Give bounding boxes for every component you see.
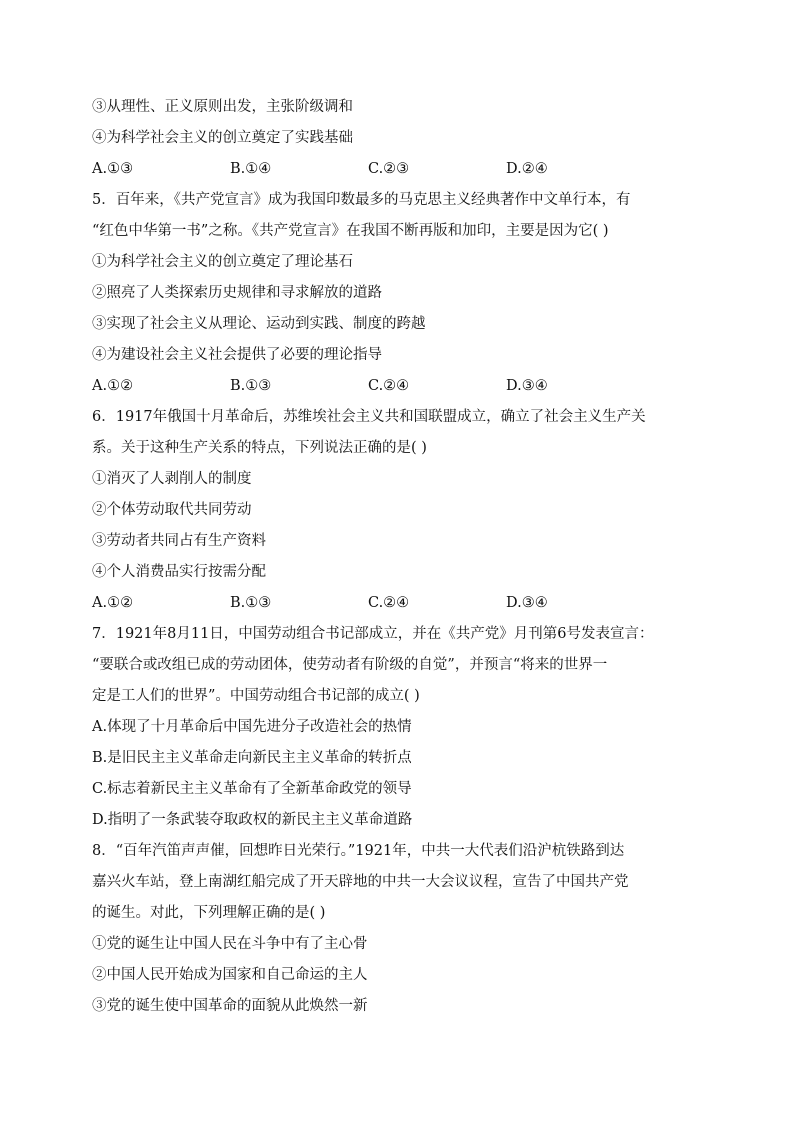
statement-1: ①消灭了人剥削人的制度	[92, 471, 252, 487]
question-stem: 7．1921年8月11日，中国劳动组合书记部成立，并在《共产党》月刊第6号发表宣言：	[92, 626, 654, 642]
choice-d: D.指明了一条武装夺取政权的新民主主义革命道路	[92, 812, 413, 828]
option-a: A.①③	[92, 161, 134, 177]
statement-3: ③党的诞生使中国革命的面貌从此焕然一新	[92, 998, 368, 1014]
question-stem: 8．“百年汽笛声声催，回想昨日光荣行。”1921年，中共一大代表们沿沪杭铁路到达	[92, 843, 625, 859]
option-c: C.②④	[368, 378, 410, 394]
statement-3: ③劳动者共同占有生产资料	[92, 533, 266, 549]
option-d: D.③④	[506, 378, 548, 394]
question-stem: 5．百年来，《共产党宣言》成为我国印数最多的马克思主义经典著作中文单行本，有	[92, 192, 631, 208]
statement-4: ④个人消费品实行按需分配	[92, 564, 266, 580]
question-4-tail	[92, 92, 704, 185]
choice-a: A.体现了十月革命后中国先进分子改造社会的热情	[92, 719, 412, 735]
option-b: B.①④	[230, 161, 272, 177]
question-8	[92, 836, 704, 1022]
question-stem: 定是工人们的世界”。中国劳动组合书记部的成立( )	[92, 688, 420, 704]
question-7	[92, 619, 704, 836]
question-stem: 6．1917年俄国十月革命后，苏维埃社会主义共和国联盟成立，确立了社会主义生产关	[92, 409, 646, 425]
choice-c: C.标志着新民主主义革命有了全新革命政党的领导	[92, 781, 412, 797]
option-c: C.②③	[368, 161, 410, 177]
statement-3: ③从理性、正义原则出发，主张阶级调和	[92, 99, 353, 115]
question-5	[92, 185, 704, 402]
answer-options	[92, 588, 704, 619]
statement-4: ④为科学社会主义的创立奠定了实践基础	[92, 130, 353, 146]
question-stem: 系。关于这种生产关系的特点，下列说法正确的是( )	[92, 440, 427, 456]
option-b: B.①③	[230, 595, 272, 611]
choice-b: B.是旧民主主义革命走向新民主主义革命的转折点	[92, 750, 412, 766]
statement-2: ②照亮了人类探索历史规律和寻求解放的道路	[92, 285, 382, 301]
option-a: A.①②	[92, 378, 134, 394]
document-page	[92, 92, 704, 1022]
option-d: D.②④	[506, 161, 548, 177]
statement-1: ①党的诞生让中国人民在斗争中有了主心骨	[92, 936, 368, 952]
option-d: D.③④	[506, 595, 548, 611]
statement-2: ②个体劳动取代共同劳动	[92, 502, 252, 518]
option-a: A.①②	[92, 595, 134, 611]
statement-1: ①为科学社会主义的创立奠定了理论基石	[92, 254, 353, 270]
question-stem: “红色中华第一书”之称。《共产党宣言》在我国不断再版和加印，主要是因为它( )	[92, 223, 609, 239]
statement-3: ③实现了社会主义从理论、运动到实践、制度的跨越	[92, 316, 426, 332]
option-c: C.②④	[368, 595, 410, 611]
answer-options	[92, 371, 704, 402]
statement-2: ②中国人民开始成为国家和自己命运的主人	[92, 967, 368, 983]
question-stem: 嘉兴火车站，登上南湖红船完成了开天辟地的中共一大会议议程，宣告了中国共产党	[92, 874, 629, 890]
statement-4: ④为建设社会主义社会提供了必要的理论指导	[92, 347, 382, 363]
answer-options	[92, 154, 704, 185]
question-6	[92, 402, 704, 619]
option-b: B.①③	[230, 378, 272, 394]
question-stem: 的诞生。对此，下列理解正确的是( )	[92, 905, 326, 921]
question-stem: “要联合或改组已成的劳动团体，使劳动者有阶级的自觉”，并预言“将来的世界一	[92, 657, 608, 673]
